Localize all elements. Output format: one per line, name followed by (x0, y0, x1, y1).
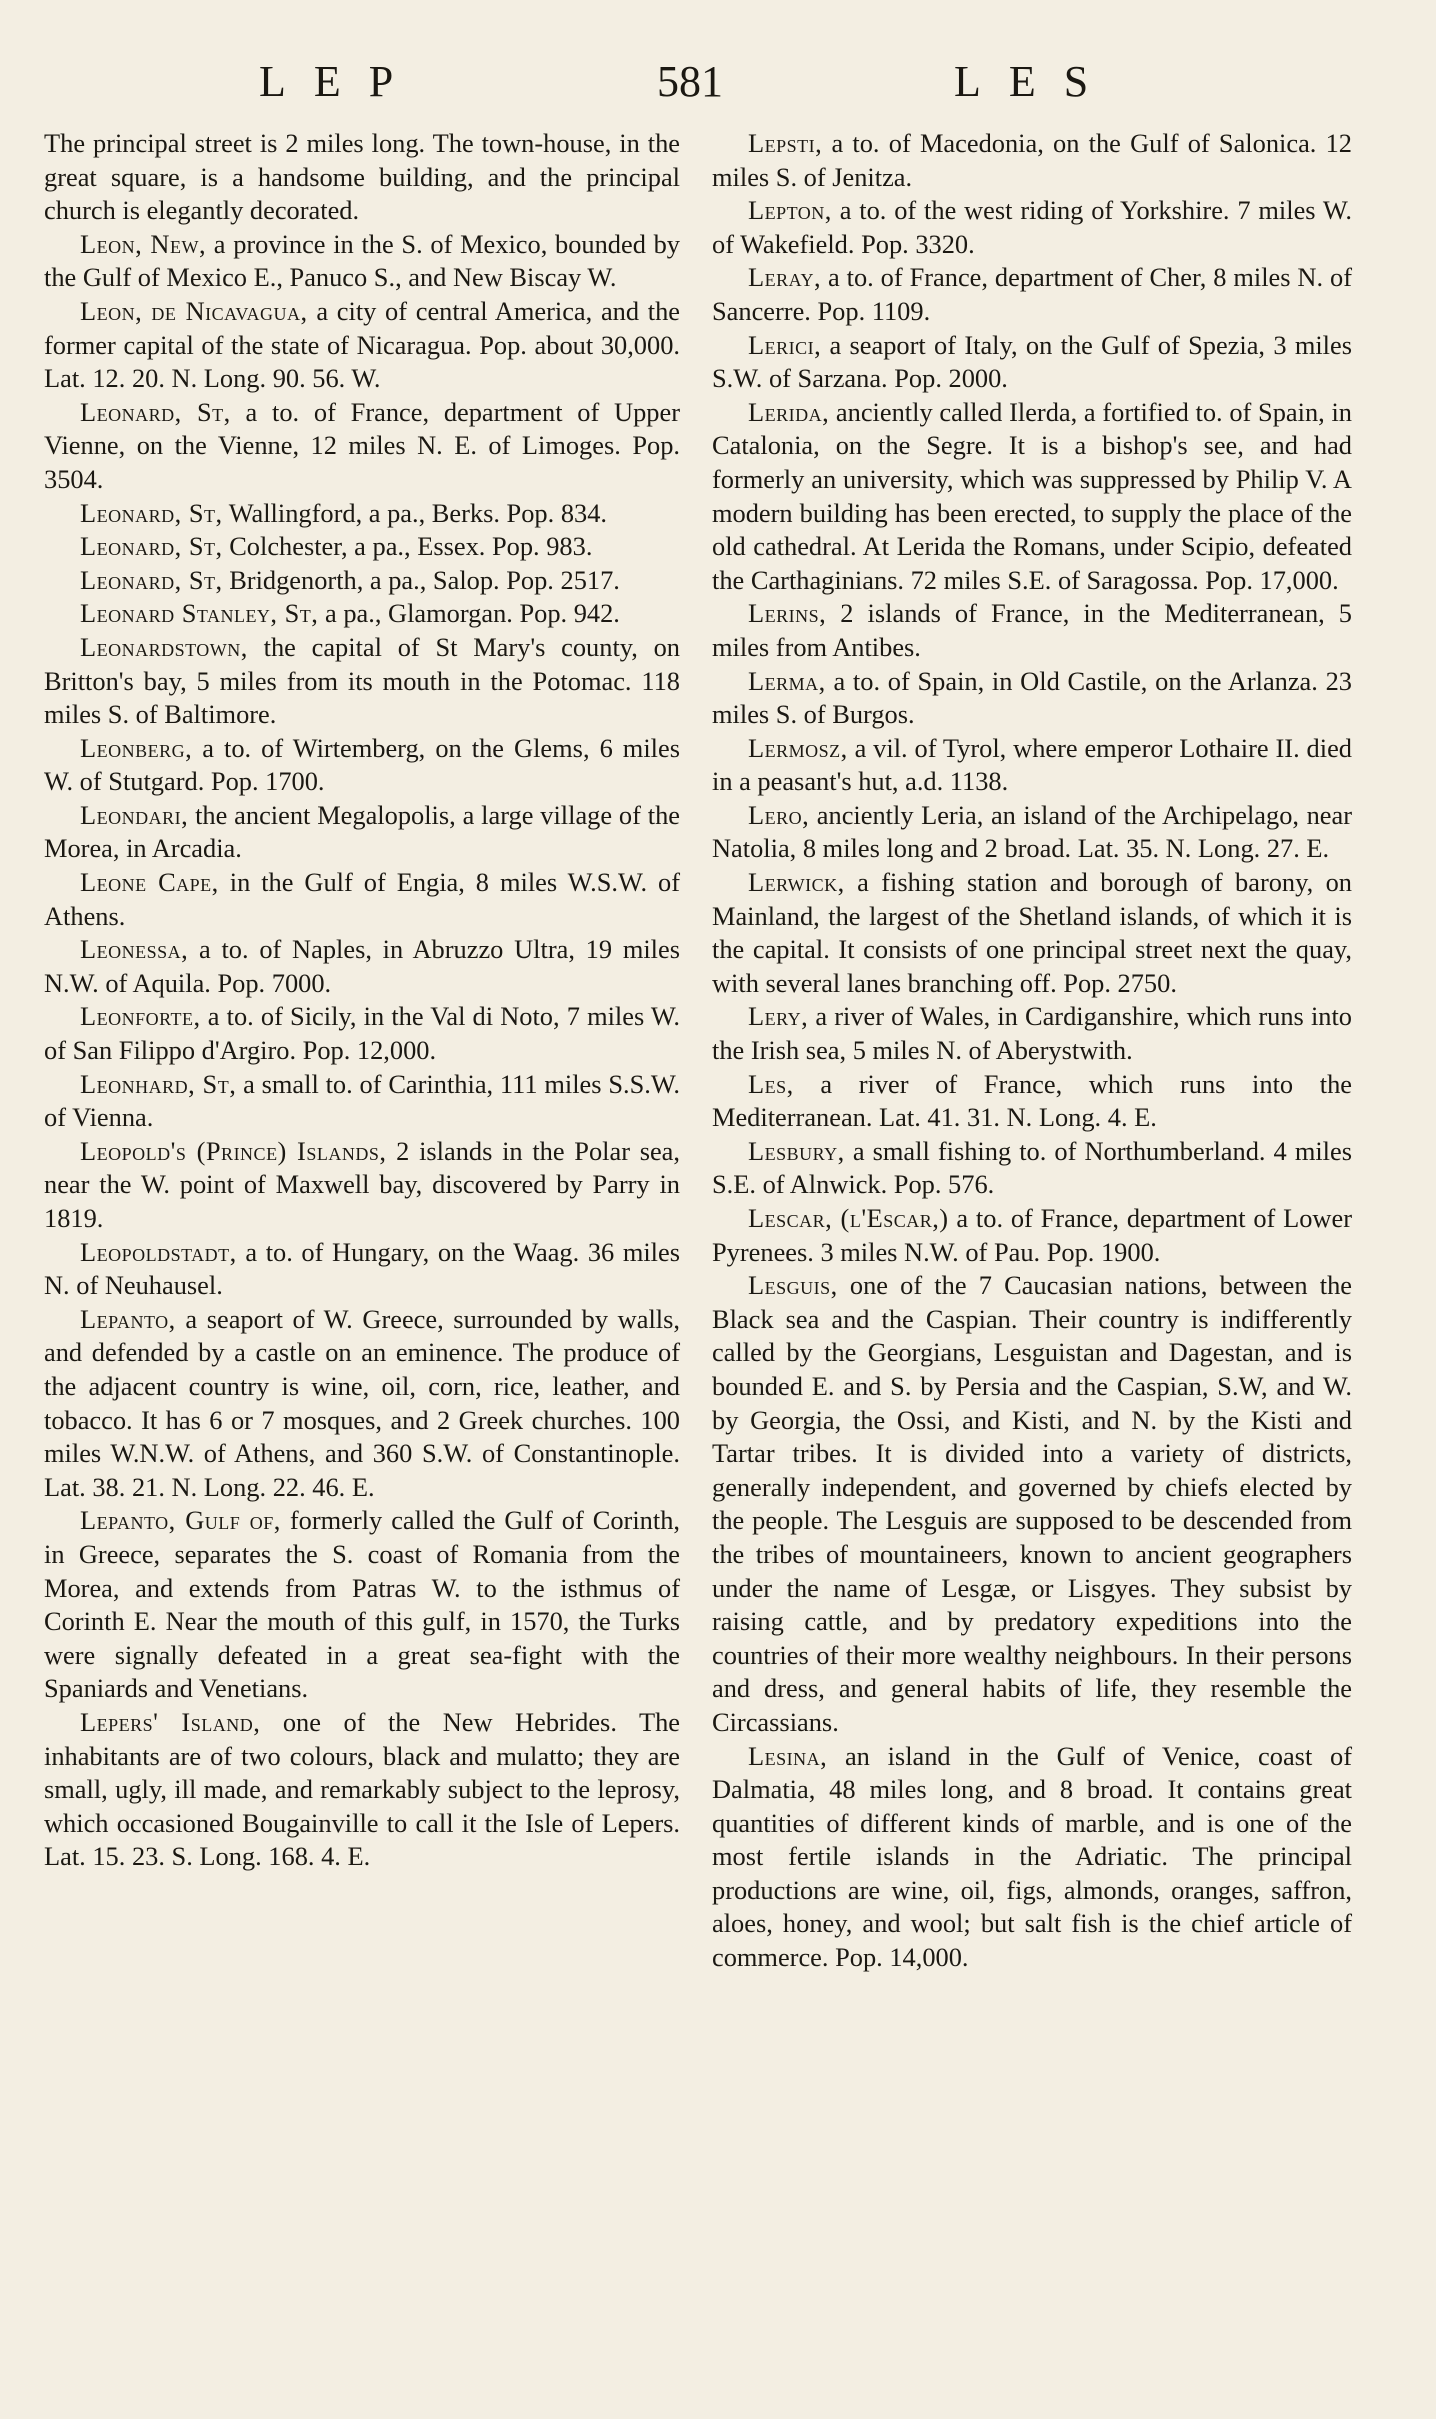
entry-headword: Lery, (748, 1001, 809, 1032)
entry-headword: Lepers' Island, (80, 1706, 261, 1737)
entry-headword: Leopoldstadt, (80, 1236, 237, 1267)
entry-text: Bridgenorth, a pa., Salop. Pop. 2517. (222, 564, 620, 595)
gazetteer-entry (712, 665, 1352, 732)
entry-headword: Lerins, (748, 598, 827, 629)
entry-headword: Lepanto, Gulf of, (80, 1505, 281, 1536)
gazetteer-entry (44, 497, 680, 531)
entry-text: Colchester, a pa., Essex. Pop. 983. (222, 531, 593, 562)
entry-headword: Lerici, (748, 329, 822, 360)
entry-headword: Lero, (748, 799, 810, 830)
entry-headword: Leondari, (80, 799, 189, 830)
entry-headword: Leonard, St, (80, 564, 223, 595)
entry-text: one of the New Hebrides. The inhabitants are of two colours, black and mulatto; they are small, ugly, ill made, and remarkably subject to the leprosy, which occasioned Bougainville to call it the Isle of Lepers. Lat. 15. 23. S. Long. 168. 4. E. (44, 1706, 680, 1872)
entry-text: a to. of Macedonia, on the Gulf of Salonica. 12 miles S. of Jenitza. (712, 128, 1352, 192)
entry-headword: Leonberg, (80, 732, 193, 763)
entry-headword: Lerma, (748, 665, 826, 696)
entry-headword: Leonard, St, (80, 497, 223, 528)
entry-text: the capital of St Mary's county, on Britton's bay, 5 miles from its mouth in the Potomac. 118 miles S. of Baltimore. (44, 631, 680, 730)
gazetteer-entry (44, 1303, 680, 1505)
entry-headword: Lermosz, (748, 732, 848, 763)
entry-text: a to. of Hungary, on the Waag. 36 miles N. of Neuhausel. (44, 1236, 680, 1301)
entry-text: a fishing station and borough of barony, on Mainland, the largest of the Shetland islands, of which it is the capital. It consists of one principal street next the quay, with several lanes branching off. Pop. 2750. (712, 867, 1352, 998)
entry-headword: Leone Cape, (80, 867, 219, 898)
entry-headword: Lerwick, (748, 867, 845, 898)
gazetteer-entry (712, 1135, 1352, 1202)
entry-headword: Leonardstown, (80, 631, 248, 662)
gazetteer-entry (44, 866, 680, 933)
gazetteer-entry (44, 396, 680, 497)
entry-headword: Leopold's (Prince) Islands, (80, 1135, 387, 1166)
entry-text: a to. of Wirtemberg, on the Glems, 6 miles W. of Stutgard. Pop. 1700. (44, 732, 680, 797)
gazetteer-entry (44, 1236, 680, 1303)
entry-text: a small to. of Carinthia, 111 miles S.S.W. of Vienna. (44, 1068, 680, 1133)
gazetteer-entry (44, 1706, 680, 1874)
entry-headword: Lescar, (l'Escar,) (748, 1203, 949, 1233)
gazetteer-entry (712, 732, 1352, 799)
entry-text: a small fishing to. of Northumberland. 4 miles S.E. of Alnwick. Pop. 576. (712, 1135, 1352, 1200)
entry-text: a to. of France, department of Cher, 8 miles N. of Sancerre. Pop. 1109. (712, 262, 1352, 326)
page-number: 581 (657, 57, 723, 106)
gazetteer-entry (712, 866, 1352, 1000)
gazetteer-entry (44, 597, 680, 631)
gazetteer-entry (44, 1000, 680, 1067)
gazetteer-entry (44, 631, 680, 732)
entry-text: a vil. of Tyrol, where emperor Lothaire II. died in a peasant's hut, a.d. 1138. (712, 732, 1352, 797)
entry-text: The principal street is 2 miles long. The town-house, in the great square, is a handsome building, and the principal church is elegantly decorated. (44, 128, 680, 226)
entry-text: a pa., Glamorgan. Pop. 942. (318, 598, 620, 629)
gazetteer-entry (44, 530, 680, 564)
entry-text: a river of France, which runs into the Mediterranean. Lat. 41. 31. N. Long. 4. E. (712, 1068, 1352, 1133)
entry-headword: Leon, de Nicavagua, (80, 295, 308, 326)
entry-headword: Lepanto, (80, 1303, 176, 1334)
gazetteer-entry (712, 1202, 1352, 1269)
entry-text: a to. of Spain, in Old Castile, on the Arlanza. 23 miles S. of Burgos. (712, 665, 1352, 730)
gazetteer-entry (44, 127, 680, 228)
entry-headword: Lesguis, (748, 1270, 838, 1301)
gazetteer-entry (712, 1000, 1352, 1067)
gazetteer-entry (44, 1068, 680, 1135)
entry-headword: Leonard Stanley, St, (80, 598, 319, 629)
entry-text: 2 islands in the Polar sea, near the W. point of Maxwell bay, discovered by Parry in 1819. (44, 1135, 680, 1233)
gazetteer-entry (712, 194, 1352, 261)
entry-text: a to. of France, department of Lower Pyrenees. 3 miles N.W. of Pau. Pop. 1900. (712, 1203, 1352, 1267)
header-left-guide-word: LEP (259, 57, 422, 106)
gazetteer-entry (712, 127, 1352, 194)
gazetteer-entry (44, 933, 680, 1000)
entry-text: an island in the Gulf of Venice, coast of Dalmatia, 48 miles long, and 8 broad. It contains great quantities of different kinds of marble, and is one of the most fertile islands in the Adriatic. The principal productions are wine, oil, figs, almonds, oranges, saffron, aloes, honey, and wool; but salt fish is the chief article of commerce. Pop. 14,000. (712, 1740, 1352, 1973)
entry-headword: Lesbury, (748, 1135, 845, 1166)
gazetteer-entry (712, 1269, 1352, 1739)
entry-text: a seaport of Italy, on the Gulf of Spezia, 3 miles S.W. of Sarzana. Pop. 2000. (712, 329, 1352, 394)
entry-headword: Lesina, (748, 1740, 828, 1771)
entry-headword: Leonforte, (80, 1001, 201, 1032)
gazetteer-entry (712, 799, 1352, 866)
entry-headword: Leonard, St, (80, 531, 223, 562)
entry-text: a to. of Sicily, in the Val di Noto, 7 miles W. of San Filippo d'Argiro. Pop. 12,000. (44, 1001, 680, 1066)
entry-text: Wallingford, a pa., Berks. Pop. 834. (222, 497, 607, 528)
gazetteer-entry (44, 799, 680, 866)
entry-text: a to. of the west riding of Yorkshire. 7 miles W. of Wakefield. Pop. 3320. (712, 195, 1352, 259)
entry-headword: Les, (748, 1068, 794, 1099)
gazetteer-entry (44, 295, 680, 396)
gazetteer-entry (712, 597, 1352, 664)
gazetteer-entry (712, 1740, 1352, 1975)
entry-text: the ancient Megalopolis, a large village of the Morea, in Arcadia. (44, 799, 680, 864)
entry-text: a city of central America, and the former capital of the state of Nicaragua. Pop. about 30,000. Lat. 12. 20. N. Long. 90. 56. W. (44, 295, 680, 394)
entry-text: anciently Leria, an island of the Archipelago, near Natolia, 8 miles long and 2 broad. Lat. 35. N. Long. 27. E. (712, 799, 1352, 864)
entry-text: formerly called the Gulf of Corinth, in Greece, separates the S. coast of Romania from the Morea, and extends from Patras W. to the isthmus of Corinth E. Near the mouth of this gulf, in 1570, the Turks were signally defeated in a great sea-fight with the Spaniards and Venetians. (44, 1505, 680, 1704)
entry-headword: Leon, New, (80, 228, 207, 259)
entry-text: 2 islands of France, in the Mediterranean, 5 miles from Antibes. (712, 598, 1352, 662)
gazetteer-entry (44, 732, 680, 799)
entry-headword: Leonhard, St, (80, 1068, 237, 1099)
gazetteer-entry (712, 261, 1352, 328)
entry-text: a province in the S. of Mexico, bounded by the Gulf of Mexico E., Panuco S., and New Biscay W. (44, 228, 680, 293)
right-column (712, 127, 1352, 2397)
gazetteer-entry (712, 1068, 1352, 1135)
entry-text: a river of Wales, in Cardiganshire, which runs into the Irish sea, 5 miles N. of Aberystwith. (712, 1001, 1352, 1066)
gazetteer-entry (44, 1504, 680, 1706)
gazetteer-entry (44, 1135, 680, 1236)
entry-headword: Leray, (748, 262, 822, 293)
entry-text: anciently called Ilerda, a fortified to. of Spain, in Catalonia, on the Segre. It is a bishop's see, and had formerly an university, which was suppressed by Philip V. A modern building has been erected, to supply the place of the old cathedral. At Lerida the Romans, under Scipio, defeated the Carthaginians. 72 miles S.E. of Saragossa. Pop. 17,000. (712, 396, 1352, 595)
entry-text: in the Gulf of Engia, 8 miles W.S.W. of Athens. (44, 867, 680, 931)
entry-headword: Lerida, (748, 396, 830, 427)
entry-text: a to. of France, department of Upper Vienne, on the Vienne, 12 miles N. E. of Limoges. Pop. 3504. (44, 396, 681, 494)
gazetteer-entry (44, 564, 680, 598)
entry-text: one of the 7 Caucasian nations, between the Black sea and the Caspian. Their country is indifferently called by the Georgians, Lesguistan and Dagestan, and is bounded E. and S. by Persia and the Caspian, S.W, and W. by Georgia, the Ossi, and Kisti, and N. by the Kisti and Tartar tribes. It is divided into a variety of districts, generally independent, and governed by chiefs elected by the people. The Lesguis are supposed to be descended from the tribes of mountaineers, known to ancient geographers under the name of Lesgæ, or Lisgyes. They subsist by raising cattle, and by predatory expeditions into the countries of their more wealthy neighbours. In their persons and dress, and general habits of life, they resemble the Circassians. (712, 1270, 1352, 1737)
entry-headword: Lepton, (748, 195, 832, 226)
entry-headword: Leonard, St, (80, 396, 231, 427)
entry-text: a seaport of W. Greece, surrounded by walls, and defended by a castle on an eminence. The produce of the adjacent country is wine, oil, corn, rice, leather, and tobacco. It has 6 or 7 mosques, and 2 Greek churches. 100 miles W.N.W. of Athens, and 360 S.W. of Constantinople. Lat. 38. 21. N. Long. 22. 46. E. (44, 1303, 680, 1502)
gazetteer-entry (712, 396, 1352, 598)
gazetteer-entry (44, 228, 680, 295)
entry-headword: Lepsti, (748, 128, 823, 158)
gazetteer-entry (712, 329, 1352, 396)
entry-text: a to. of Naples, in Abruzzo Ultra, 19 miles N.W. of Aquila. Pop. 7000. (44, 934, 680, 998)
left-column (44, 127, 680, 2397)
running-header (44, 56, 1392, 116)
entry-headword: Leonessa, (80, 934, 189, 965)
header-right-guide-word: LES (954, 57, 1117, 106)
